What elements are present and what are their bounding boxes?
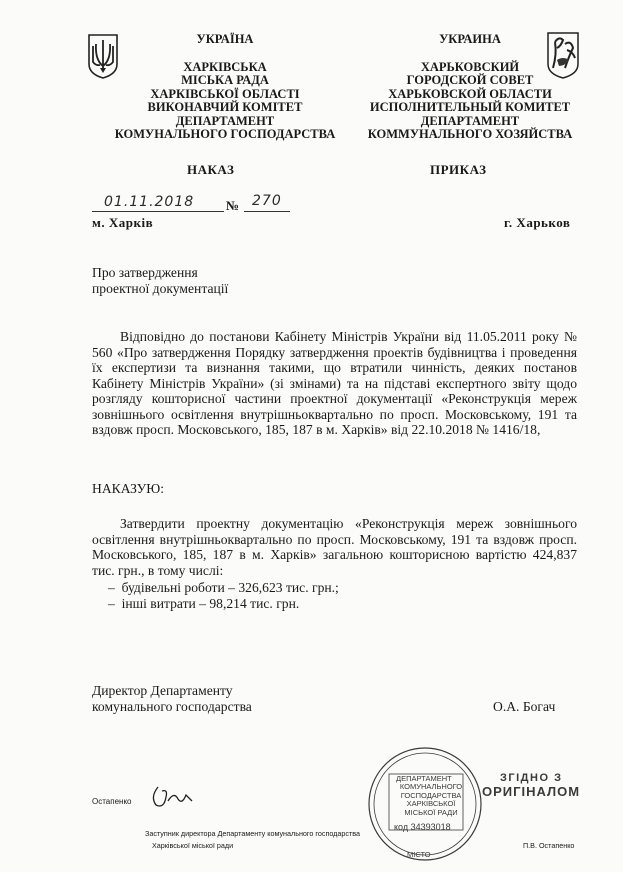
date-underline xyxy=(92,211,224,212)
preamble: Відповідно до постанови Кабінету Міністрів України від 11.05.2011 року № 560 «Про затвердження Порядку затвердження проектів будівництва і проведення їх експертизи та визнання такими, що втратили чинність, деяких постанов Кабінету Міністрів України» (зі змінами) та на підставі експертного звіту щодо розгляду кошторисної частини проектної документації «Реконструкція мереж зовнішнього освітлення внутрішньоквартально по просп. Московському, 191 та вздовж просп. Московського, 185, 187 в м. Харків» від 22.10.2018 № 1416/18, xyxy=(92,329,577,437)
list-item: – будівельні роботи – 326,623 тис. грн.; xyxy=(108,580,339,595)
doc-type-right: ПРИКАЗ xyxy=(430,162,487,177)
stamp-ring-top: ДЕПАРТАМЕНТ xyxy=(396,774,452,783)
header-right-line: ГОРОДСКОЙ СОВЕТ xyxy=(406,73,534,87)
header-left-line: ДЕПАРТАМЕНТ xyxy=(175,113,275,128)
subject xyxy=(92,265,228,296)
subject-line: проектної документації xyxy=(92,280,229,296)
stamp-ring-bottom: МІСТО xyxy=(407,850,431,859)
header-right-line: ДЕПАРТАМЕНТ xyxy=(420,113,520,128)
handwritten-signature xyxy=(148,781,198,811)
city-left: м. Харків xyxy=(92,215,154,230)
header-right-line: ХАРЬКОВСКОЙ ОБЛАСТИ xyxy=(388,86,552,101)
number-handwritten: 270 xyxy=(252,193,282,209)
header-left-line: КОМУНАЛЬНОГО ГОСПОДАРСТВА xyxy=(114,127,336,141)
signature-title: Директор Департаменту комунального господарства xyxy=(92,683,252,714)
copy-stamp-line: ОРИГІНАЛОМ xyxy=(482,784,581,799)
number-sign: № xyxy=(226,198,240,213)
footer-signer-short: Остапенко xyxy=(92,797,132,806)
stamp-text: КОМУНАЛЬНОГО ГОСПОДАРСТВА ХАРКІВСЬКОЇ МІСЬКОЇ РАДИ xyxy=(399,782,463,817)
header-left-line: ХАРКІВСЬКА xyxy=(183,59,267,74)
number-underline xyxy=(244,211,290,212)
header-right-line: КОММУНАЛЬНОГО ХОЗЯЙСТВА xyxy=(367,127,573,141)
header-left xyxy=(105,33,345,142)
signature-name: О.А. Богач xyxy=(493,699,556,714)
header-right-line: ХАРЬКОВСКИЙ xyxy=(420,59,520,74)
order-word: НАКАЗУЮ: xyxy=(92,481,165,496)
city-right: г. Харьков xyxy=(504,215,571,230)
header-left-line: МІСЬКА РАДА xyxy=(181,73,269,87)
header-right xyxy=(350,33,590,142)
stamp-code: код 34393018 xyxy=(394,822,451,832)
header-right-country: УКРАИНА xyxy=(439,32,501,46)
footer-signer-full: П.В. Остапенко xyxy=(523,841,575,850)
footer-position-line1: Заступник директора Департаменту комунального господарства xyxy=(145,829,360,838)
date-handwritten: 01.11.2018 xyxy=(104,194,195,210)
copy-stamp xyxy=(482,772,580,799)
header-right-line: ИСПОЛНИТЕЛЬНЫЙ КОМИТЕТ xyxy=(369,100,571,114)
footer-position-line2: Харківської міської ради xyxy=(152,841,234,850)
copy-stamp-line: ЗГІДНО З xyxy=(500,772,563,784)
header-left-line: ВИКОНАВЧИЙ КОМІТЕТ xyxy=(147,100,303,114)
order-text: Затвердити проектну документацію «Реконструкція мереж зовнішнього освітлення внутрішньоквартально по просп. Московському, 191 та вздовж просп. Московського, 185, 187 в м. Харків» загальною кошторисною вартістю 424,837 тис. грн., в тому числі: xyxy=(92,516,577,578)
header-left-country: УКРАЇНА xyxy=(196,32,254,46)
header-left-line: ХАРКІВСЬКОЇ ОБЛАСТІ xyxy=(150,86,300,101)
list-item: – інші витрати – 98,214 тис. грн. xyxy=(108,595,300,611)
subject-line: Про затвердження xyxy=(92,265,198,280)
doc-type-left: НАКАЗ xyxy=(187,162,235,177)
items-list xyxy=(108,580,339,611)
